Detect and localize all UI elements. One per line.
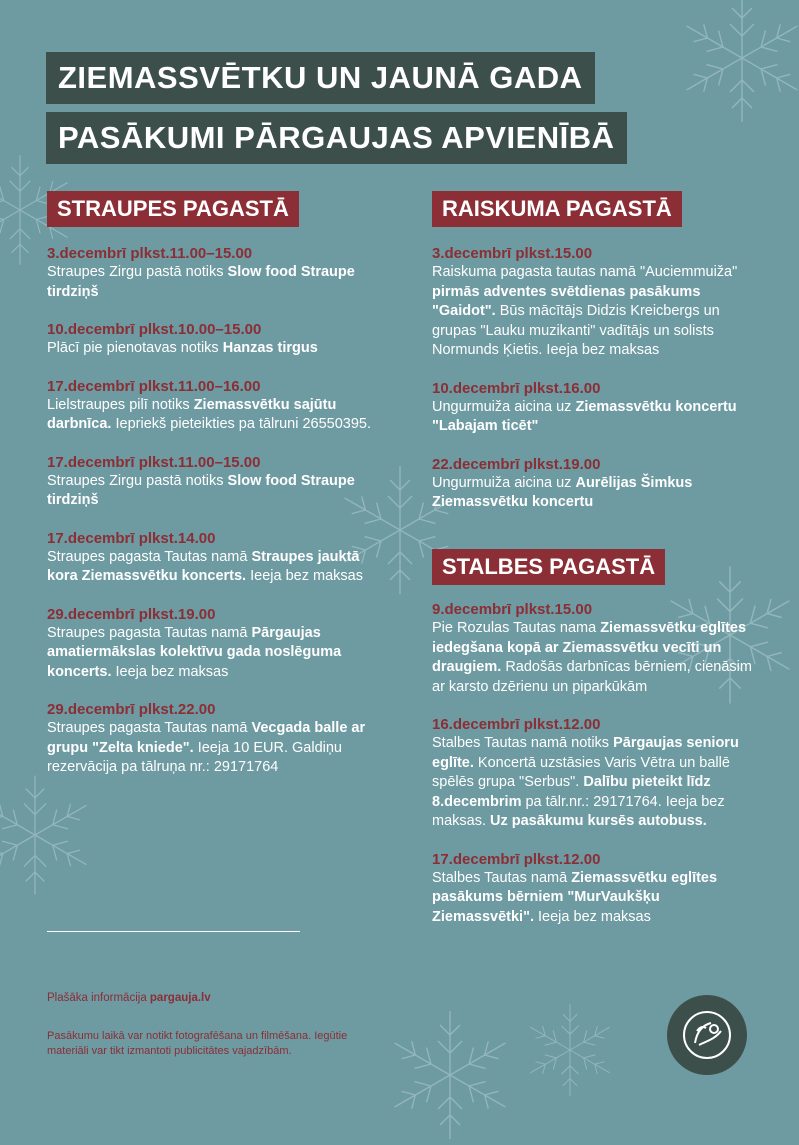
section-heading-raiskums: RAISKUMA PAGASTĀ [432, 191, 682, 227]
event-text: Stalbes Tautas namā notiks [432, 735, 614, 751]
event-text: Koncertā uzstāsies Varis Vētra un ballē spēlēs grupa "Serbus". [432, 754, 730, 790]
event-description [432, 474, 762, 513]
event-description [47, 472, 377, 511]
event-item [47, 377, 377, 435]
event-highlight: pirmās adventes svētdienas pasākums "Gaidot". [432, 283, 701, 319]
event-date: 17.decembrī plkst.11.00–16.00 [47, 377, 261, 395]
event-highlight: Dalību pieteikt līdz 8.decembrim [432, 774, 711, 810]
event-text: Straupes Zirgu pastā notiks [47, 472, 228, 489]
event-highlight: Ziemassvētku sajūtu darbnīca. [47, 396, 337, 432]
event-date: 29.decembrī plkst.22.00 [47, 701, 216, 718]
event-highlight: Ziemassvētku koncertu "Labajam ticēt" [432, 398, 737, 434]
event-description [432, 263, 762, 361]
event-text: Straupes pagasta Tautas namā [47, 548, 252, 565]
snowflake-icon [672, 0, 799, 128]
event-text: Raiskuma pagasta tautas namā "Auciemmuiža" [432, 264, 738, 280]
event-date: 17.decembrī plkst.14.00 [47, 529, 216, 547]
event-item [47, 700, 377, 778]
more-info-link[interactable]: pargauja.lv [149, 992, 211, 1004]
event-text: Radošās darbnīcas bērniem, cienāsim ar karsto dzērienu un piparkūkām [432, 659, 752, 695]
event-item [432, 715, 762, 832]
event-date: 17.decembrī plkst.12.00 [432, 850, 601, 868]
event-item [432, 600, 762, 697]
event-date: 9.decembrī plkst.15.00 [432, 601, 593, 618]
event-highlight: Hanzas tirgus [222, 340, 318, 356]
event-item [47, 320, 377, 359]
event-text: Būs mācītājs Didzis Kreicbergs un grupas "Lauku muzikanti" vadītājs un solists Normunds Ķietis. Ieeja bez maksas [432, 303, 720, 358]
event-highlight: Aurēlijas Šimkus Ziemassvētku koncertu [432, 474, 693, 510]
event-description [47, 719, 377, 778]
snowflake-icon [520, 1000, 620, 1100]
more-info [47, 992, 211, 1004]
event-item [47, 605, 377, 683]
event-highlight: Vecgada balle ar grupu "Zelta kniede". [47, 720, 366, 756]
event-item [432, 455, 762, 513]
divider [47, 931, 300, 932]
event-item [432, 850, 762, 928]
events-raiskums [432, 244, 762, 531]
event-text: Ieeja 10 EUR. Galdiņu rezervācija pa tālruņa nr.: 29171764 [47, 739, 342, 775]
page-title-line1: ZIEMASSVĒTKU UN JAUNĀ GADA [46, 52, 595, 104]
event-item [47, 453, 377, 511]
event-description [432, 398, 762, 437]
event-item [432, 244, 762, 361]
event-date: 10.decembrī plkst.16.00 [432, 379, 601, 397]
event-description [432, 619, 762, 697]
event-description [432, 869, 762, 928]
event-text: Stalbes Tautas namā [432, 869, 572, 886]
event-text: Ieeja bez maksas [111, 663, 229, 680]
event-highlight: Ziemassvētku eglītes iedegšana kopā ar Ziemassvētku vecīti un draugiem. [432, 620, 747, 675]
event-date: 17.decembrī plkst.11.00–15.00 [47, 453, 261, 471]
more-info-label: Plašāka informācija [47, 992, 150, 1004]
event-description [47, 624, 377, 683]
pargauja-logo-icon [667, 995, 747, 1075]
event-text: Iepriekš pieteikties pa tālruni 26550395. [111, 416, 372, 432]
event-highlight: Pārgaujas amatiermākslas kolektīvu gada noslēguma koncerts. [47, 624, 342, 680]
event-highlight: Straupes jauktā kora Ziemassvētku koncerts. [47, 548, 360, 584]
section-heading-straupe: STRAUPES PAGASTĀ [47, 191, 299, 227]
event-item [432, 379, 762, 437]
event-date: 3.decembrī plkst.15.00 [432, 245, 593, 262]
event-highlight: Ziemassvētku eglītes pasākums bērniem "MurVaukšķu Ziemassvētki". [432, 869, 718, 925]
event-highlight: Slow food Straupe tirdziņš [47, 472, 355, 508]
event-description [47, 396, 377, 435]
event-date: 22.decembrī plkst.19.00 [432, 455, 601, 473]
event-text: Straupes pagasta Tautas namā [47, 624, 252, 641]
event-date: 29.decembrī plkst.19.00 [47, 605, 216, 623]
event-date: 3.decembrī plkst.11.00–15.00 [47, 245, 253, 262]
snowflake-icon [380, 1005, 520, 1145]
event-text: Lielstraupes pilī notiks [47, 396, 194, 413]
event-text: Ungurmuiža aicina uz [432, 474, 576, 491]
event-highlight: Slow food Straupe tirdziņš [47, 264, 355, 300]
event-highlight: Uz pasākumu kursēs autobuss. [490, 813, 707, 829]
event-text: Pie Rozulas Tautas nama [432, 620, 601, 636]
event-item [47, 244, 377, 302]
event-description [432, 734, 762, 832]
event-text: pa tālr.nr.: 29171764. Ieeja bez maksas. [432, 793, 725, 829]
event-date: 16.decembrī plkst.12.00 [432, 716, 601, 733]
events-stalbe [432, 600, 762, 945]
event-text: Straupes pagasta Tautas namā [47, 720, 252, 736]
event-description [47, 263, 377, 302]
event-text: Ieeja bez maksas [534, 908, 651, 925]
event-text: Straupes Zirgu pastā notiks [47, 264, 228, 280]
event-date: 10.decembrī plkst.10.00–15.00 [47, 321, 262, 338]
events-straupe [47, 244, 377, 796]
event-text: Ieeja bez maksas [246, 568, 363, 584]
event-item [47, 529, 377, 587]
page-title-line2: PASĀKUMI PĀRGAUJAS APVIENĪBĀ [46, 112, 627, 164]
event-highlight: Pārgaujas senioru eglīte. [432, 735, 739, 771]
photo-notice: Pasākumu laikā var notikt fotografēšana un filmēšana. Iegūtie materiāli var tikt izmantoti publicitātes vajadzībām. [47, 1030, 348, 1057]
event-description [47, 339, 377, 359]
event-description [47, 548, 377, 587]
event-text: Ungurmuiža aicina uz [432, 398, 576, 415]
section-heading-stalbe: STALBES PAGASTĀ [432, 549, 665, 585]
event-text: Plācī pie pienotavas notiks [47, 340, 223, 356]
pargauja-logo [667, 995, 747, 1075]
